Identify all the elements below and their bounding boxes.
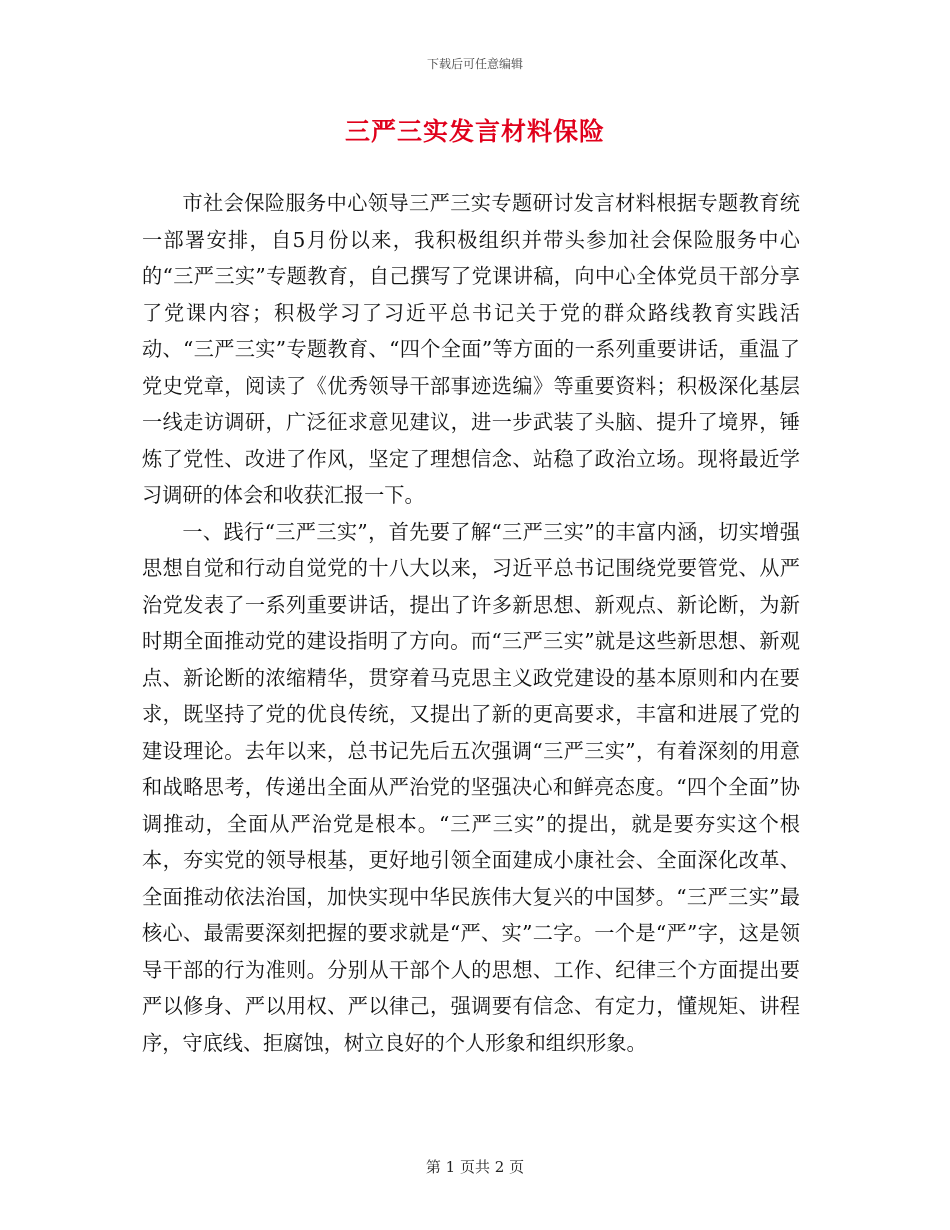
paragraph: 市社会保险服务中心领导三严三实专题研讨发言材料根据专题教育统一部署安排，自5月份以来，我积极组织并带头参加社会保险服务中心的“三严三实”专题教育，自己撰写了党课讲稿，向中心全体党员干部分享了党课内容；积极学习了习近平总书记关于党的群众路线教育实践活动、“三严三实”专题教育、“四个全面”等方面的一系列重要讲话，重温了党史党章，阅读了《优秀领导干部事迹选编》等重要资料；积极深化基层一线走访调研，广泛征求意见建议，进一步武装了头脑、提升了境界，锤炼了党性、改进了作风，坚定了理想信念、站稳了政治立场。现将最近学习调研的体会和收获汇报一下。: [142, 191, 800, 507]
page-footer: 第 1 页共 2 页: [425, 1158, 525, 1176]
document-title: 三严三实发言材料保险: [344, 117, 605, 146]
paragraph: 一、践行“三严三实”，首先要了解“三严三实”的丰富内涵，切实增强思想自觉和行动自觉党的十八大以来，习近平总书记围绕党要管党、从严治党发表了一系列重要讲话，提出了许多新思想、新观点、新论断，为新时期全面推动党的建设指明了方向。而“三严三实”就是这些新思想、新观点、新论断的浓缩精华，贯穿着马克思主义政党建设的基本原则和内在要求，既坚持了党的优良传统，又提出了新的更高要求，丰富和进展了党的建设理论。去年以来，总书记先后五次强调“三严三实”，有着深刻的用意和战略思考，传递出全面从严治党的坚强决心和鲜亮态度。“四个全面”协调推动，全面从严治党是根本。“三严三实”的提出，就是要夯实这个根本，夯实党的领导根基，更好地引领全面建成小康社会、全面深化改革、全面推动依法治国，加快实现中华民族伟大复兴的中国梦。“三严三实”最核心、最需要深刻把握的要求就是“严、实”二字。一个是“严”字，这是领导干部的行为准则。分别从干部个人的思想、工作、纪律三个方面提出要严以修身、严以用权、严以律己，强调要有信念、有定力，懂规矩、讲程序，守底线、拒腐蚀，树立良好的个人形象和组织形象。: [142, 519, 800, 1055]
document-body: [142, 185, 800, 1061]
header-note: 下载后可任意编辑: [426, 57, 523, 71]
